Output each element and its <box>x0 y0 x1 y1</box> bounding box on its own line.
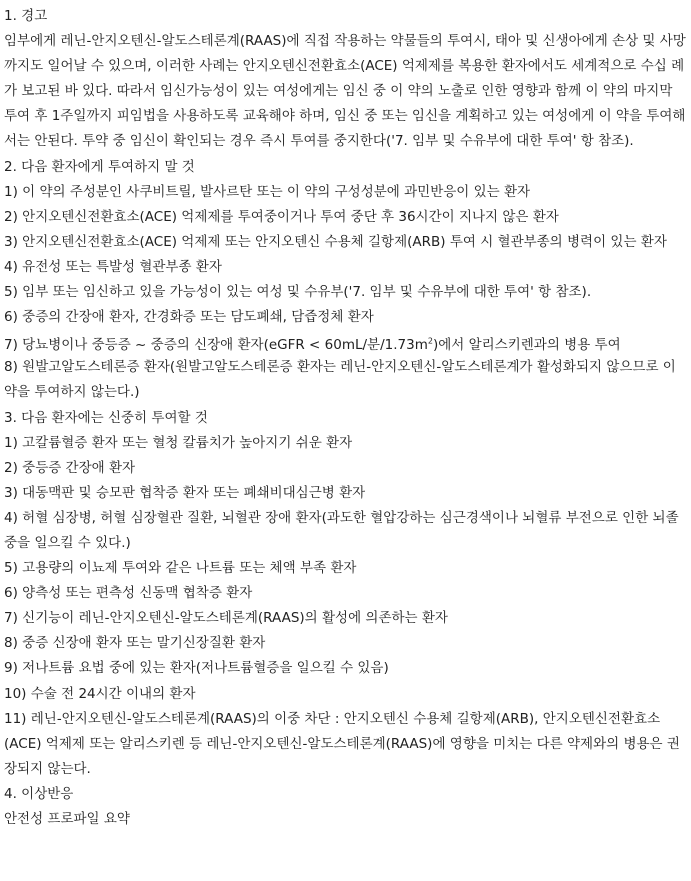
list-item-text: 7) 당뇨병이나 중등증 ~ 중증의 신장애 환자(eGFR < 60mL/분/1.73m <box>4 337 428 354</box>
list-item: 6) 중증의 간장애 환자, 간경화증 또는 담도폐쇄, 담즙정체 환자 <box>4 309 374 326</box>
list-item: 4) 허혈 심장병, 허혈 심장혈관 질환, 뇌혈관 장애 환자(과도한 혈압강하는 심근경색이나 뇌혈류 부전으로 인한 뇌졸중을 일으킬 수 있다.) <box>4 509 679 551</box>
section-heading: 2. 다음 환자에게 투여하지 말 것 <box>4 158 195 175</box>
list-item: 7) 신기능이 레닌-안지오텐신-알도스테론계(RAAS)의 활성에 의존하는 환자 <box>4 610 448 627</box>
list-item: 10) 수술 전 24시간 이내의 환자 <box>4 685 196 702</box>
section-heading: 4. 이상반응 <box>4 785 74 802</box>
subsection-heading: 안전성 프로파일 요약 <box>4 811 130 827</box>
list-item: 2) 안지오텐신전환효소(ACE) 억제제를 투여중이거나 투여 중단 후 36시간이 지나지 않은 환자 <box>4 208 559 225</box>
list-item: 1) 고칼륨혈증 환자 또는 혈청 칼륨치가 높아지기 쉬운 환자 <box>4 434 353 451</box>
list-item: 3) 대동맥판 및 승모판 협착증 환자 또는 폐쇄비대심근병 환자 <box>4 484 366 501</box>
list-item: 1) 이 약의 주성분인 사쿠비트릴, 발사르탄 또는 이 약의 구성성분에 과민반응이 있는 환자 <box>4 183 531 200</box>
list-item: 2) 중등증 간장애 환자 <box>4 459 136 476</box>
section-heading: 3. 다음 환자에는 신중히 투여할 것 <box>4 409 208 426</box>
warning-paragraph: 임부에게 레닌-안지오텐신-알도스테론계(RAAS)에 직접 작용하는 약물들의 투여시, 태아 및 신생아에게 손상 및 사망까지도 일어날 수 있으며, 이러한 사례는 안지오텐신전환효소(ACE) 억제제를 복용한 환자에서도 세계적으로 수십 례가 보고된 바 있다. 따라서 임신가능성이 있는 여성에게는 임신 중 이 약의 노출로 인한 영향과 함께 이 약의 마지막 투여 후 1주일까지 피임법을 사용하도록 교육해야 하며, 임신 중 또는 임신을 계획하고 있는 여성에게 이 약을 투여해서는 안된다. 투약 중 임신이 확인되는 경우 즉시 투여를 중지한다('7. 임부 및 수유부에 대한 투여' 항 참조). <box>4 33 686 150</box>
superscript: 2 <box>427 336 433 346</box>
list-item-text: )에서 알리스키렌과의 병용 투여 <box>432 337 621 354</box>
list-item: 11) 레닌-안지오텐신-알도스테론계(RAAS)의 이중 차단 : 안지오텐신 수용체 길항제(ARB), 안지오텐신전환효소(ACE) 억제제 또는 알리스키렌 등 레닌-안지오텐신-알도스테론계(RAAS)에 영향을 미치는 다른 약제와의 병용은 권장되지 않는다. <box>4 710 680 777</box>
section-heading: 1. 경고 <box>4 8 48 24</box>
list-item: 9) 저나트륨 요법 중에 있는 환자(저나트륨혈증을 일으킬 수 있음) <box>4 660 389 677</box>
list-item: 6) 양측성 또는 편측성 신동맥 협착증 환자 <box>4 585 253 602</box>
list-item: 4) 유전성 또는 특발성 혈관부종 환자 <box>4 258 222 275</box>
list-item: 5) 임부 또는 임신하고 있을 가능성이 있는 여성 및 수유부('7. 임부 및 수유부에 대한 투여' 항 참조). <box>4 284 592 301</box>
list-item: 8) 원발고알도스테론증 환자(원발고알도스테론증 환자는 레닌-안지오텐신-알도스테론계가 활성화되지 않으므로 이 약을 투여하지 않는다.) <box>4 359 676 401</box>
list-item: 3) 안지오텐신전환효소(ACE) 억제제 또는 안지오텐신 수용체 길항제(ARB) 투여 시 혈관부종의 병력이 있는 환자 <box>4 233 667 250</box>
list-item: 8) 중증 신장애 환자 또는 말기신장질환 환자 <box>4 635 266 652</box>
list-item: 5) 고용량의 이뇨제 투여와 같은 나트륨 또는 체액 부족 환자 <box>4 560 357 577</box>
